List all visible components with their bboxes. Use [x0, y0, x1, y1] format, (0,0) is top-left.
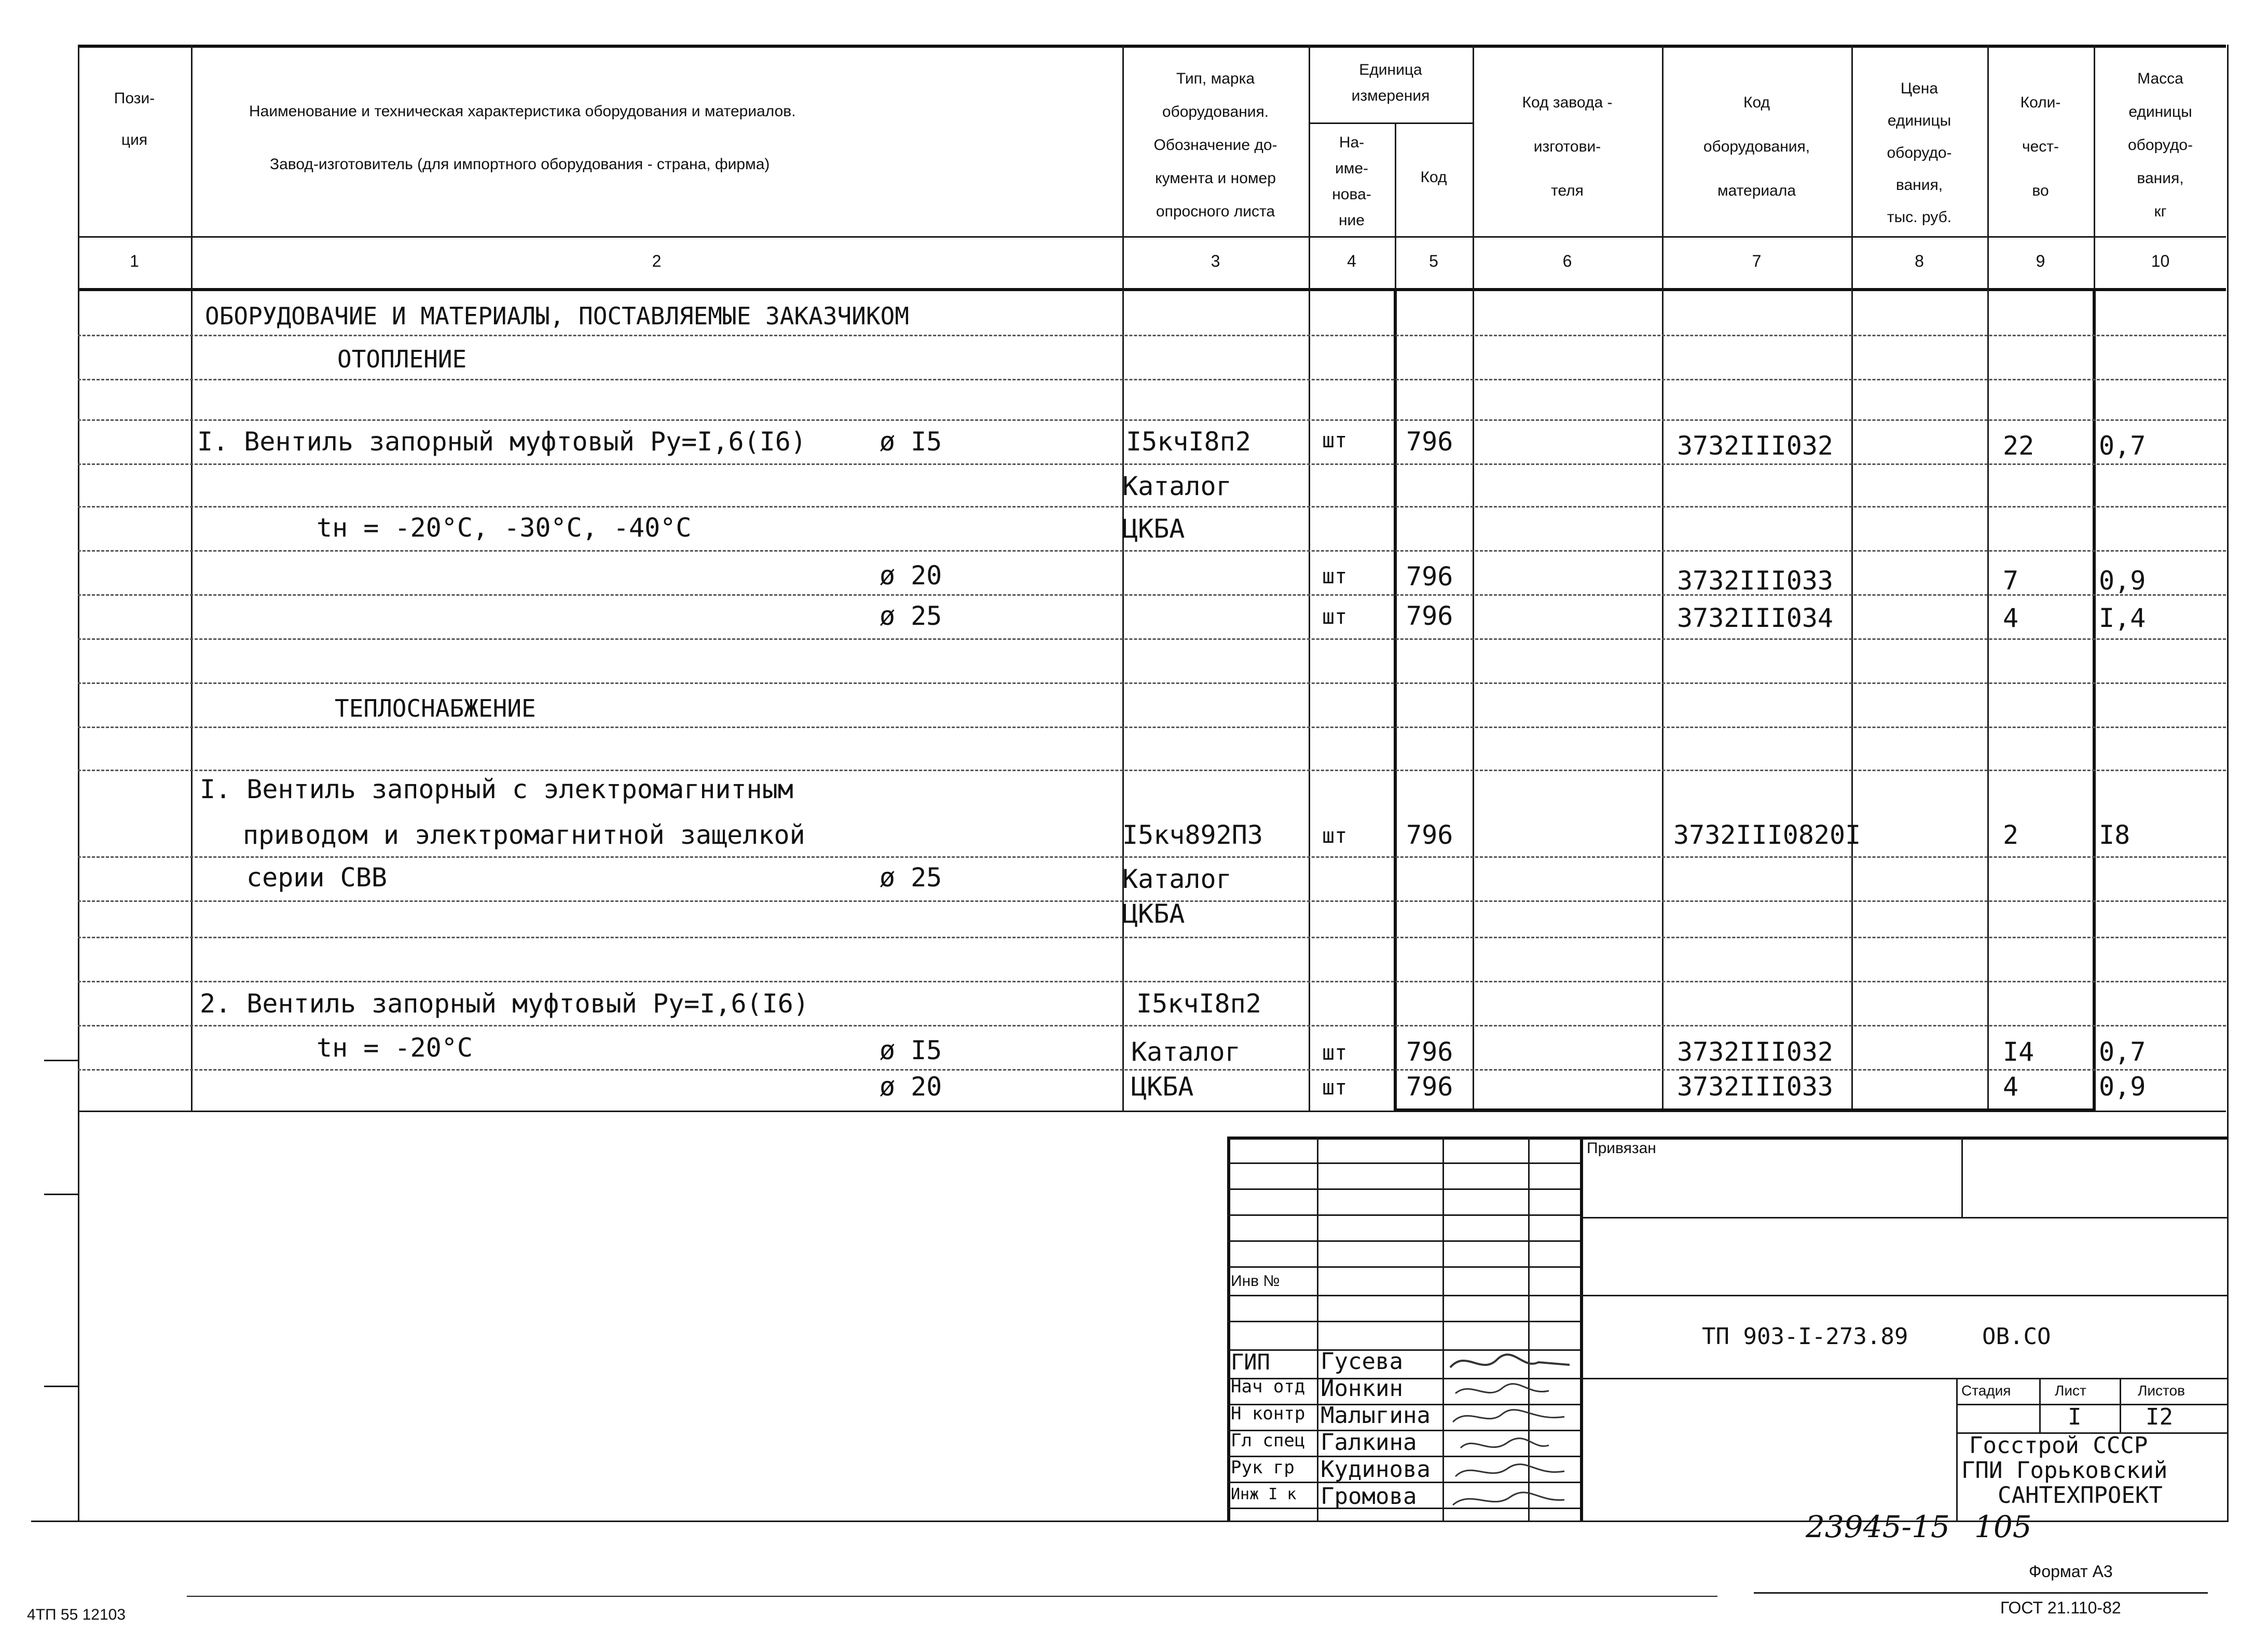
tb-row [1227, 1162, 1580, 1164]
row-sep [78, 506, 2226, 508]
tb-role: ГИП [1231, 1349, 1270, 1375]
col-number-2: 2 [652, 252, 662, 270]
header-factory-code: Код завода - изготови- теля [1522, 94, 1613, 199]
heating-item1-material-code: 3732III032 [1677, 431, 1834, 461]
tb-inv-label: Инв № [1231, 1272, 1280, 1290]
col-line-10 [2227, 45, 2229, 1111]
footer-line [1754, 1592, 2208, 1594]
section-title-heating: ОТОПЛЕНИЕ [337, 345, 467, 373]
tb-stage-label: Стадия [1961, 1382, 2011, 1399]
row-sep [78, 1069, 2226, 1071]
supply-item2-temperature: tн = -20°C [317, 1033, 473, 1063]
col-number-7: 7 [1752, 252, 1762, 270]
supply-item1-material-code: 3732III0820I [1673, 820, 1861, 850]
tb-row [1227, 1188, 1580, 1190]
tb-row [1227, 1214, 1580, 1216]
supply-item1-mass: I8 [2099, 820, 2130, 850]
supply-item2a-type: Каталог [1131, 1037, 1241, 1067]
header-name-line1: Наименование и техническая характеристика оборудования и материалов. [249, 103, 796, 120]
supply-item2a-unit: шт [1322, 1041, 1348, 1065]
signature-mark [1461, 1439, 1549, 1448]
handwritten-document-number: 23945-15 [1806, 1509, 1950, 1544]
supply-item1-unit-code: 796 [1406, 820, 1453, 850]
heating-ckba: ЦКБА [1122, 514, 1185, 544]
tb-doc-mark: ОВ.СО [1982, 1323, 2051, 1350]
heating-item1-quantity: 22 [2003, 431, 2035, 461]
col-number-8: 8 [1915, 252, 1924, 270]
supply-item1-line3: серии СВВ [246, 862, 387, 893]
heating-item2-mass: 0,9 [2099, 566, 2146, 596]
code-area-left-border [1394, 288, 1397, 1111]
lower-frame-left [78, 1111, 79, 1521]
supply-item2b-mass: 0,9 [2099, 1072, 2146, 1102]
code-area-right-border [2093, 288, 2096, 1111]
heating-item1-unit: шт [1322, 429, 1348, 453]
supply-item2b-material-code: 3732III033 [1677, 1072, 1834, 1102]
supply-item2b-type: ЦКБА [1131, 1072, 1194, 1102]
tb-sheet-number: I [2068, 1404, 2082, 1430]
col-line-1 [191, 45, 193, 1111]
signature-mark [1455, 1464, 1564, 1476]
margin-tick [44, 1194, 78, 1195]
heating-item2-diameter: ø 20 [879, 560, 942, 591]
col-line-0 [78, 45, 79, 1111]
tb-sheets-count: I2 [2146, 1404, 2173, 1430]
tb-doc-code: ТП 903-I-273.89 [1702, 1323, 1908, 1350]
tb-stage-col [2039, 1378, 2041, 1432]
tb-org-line2: ГПИ Горьковский [1961, 1457, 2168, 1484]
row-sep [78, 981, 2226, 982]
margin-tick [44, 1386, 78, 1387]
tb-row [1227, 1321, 1580, 1322]
tb-line [1580, 1217, 2229, 1218]
tb-row [1227, 1295, 1580, 1296]
col-number-4: 4 [1347, 252, 1356, 270]
tb-org-line1: Госстрой СССР [1969, 1432, 2148, 1459]
supply-item2b-diameter: ø 20 [879, 1072, 942, 1102]
row-sep [78, 419, 2226, 421]
signature-mark [1455, 1384, 1549, 1393]
supply-item2a-mass: 0,7 [2099, 1037, 2146, 1067]
code-area-bottom-border [1395, 1108, 2094, 1112]
tb-person: Гусева [1321, 1348, 1403, 1375]
row-sep [78, 463, 2226, 465]
header-mass: Масса единицы оборудо- вания, кг [2127, 70, 2193, 220]
heating-item2-unit-code: 796 [1406, 562, 1453, 592]
tb-person: Кудинова [1321, 1456, 1431, 1483]
supply-item2a-quantity: I4 [2003, 1037, 2035, 1067]
tb-person: Галкина [1321, 1429, 1417, 1456]
tb-stage-col [2120, 1378, 2121, 1432]
lower-frame-right [2227, 1111, 2229, 1521]
tb-col-a [1317, 1137, 1318, 1521]
supply-item2-name: 2. Вентиль запорный муфтовый Ру=I,6(I6) [200, 989, 809, 1019]
tb-line [1580, 1295, 2229, 1296]
supply-item1-unit: шт [1322, 824, 1348, 848]
tb-person: Громова [1321, 1483, 1417, 1510]
supply-item1-quantity: 2 [2003, 820, 2019, 850]
handwritten-page-number: 105 [1974, 1509, 2032, 1544]
left-footer-code: 4ТП 55 12103 [27, 1606, 126, 1623]
header-unit-group: Единица измерения [1351, 61, 1430, 104]
row-sep [78, 727, 2226, 728]
row-sep [78, 770, 2226, 771]
signature-mark [1453, 1410, 1564, 1422]
unit-group-divider [1309, 122, 1473, 124]
tb-role: Рук гр [1231, 1457, 1295, 1478]
header-position: Пози- ция [114, 90, 155, 148]
supply-item2-type: I5кчI8п2 [1136, 989, 1261, 1019]
heating-item1-mass: 0,7 [2099, 431, 2146, 461]
supply-item1-catalog: Каталог [1122, 864, 1232, 894]
col-number-1: 1 [130, 252, 139, 270]
col-number-6: 6 [1562, 252, 1572, 270]
row-sep [78, 379, 2226, 380]
signature-mark [1453, 1493, 1564, 1505]
heating-item3-unit: шт [1322, 605, 1348, 629]
tb-stage-line [1956, 1404, 2229, 1405]
heating-item2-quantity: 7 [2003, 566, 2019, 596]
row-sep [78, 594, 2226, 596]
supply-item2b-unit-code: 796 [1406, 1072, 1453, 1102]
table-top-border [78, 45, 2226, 48]
col-number-10: 10 [2151, 252, 2170, 270]
row-sep [78, 335, 2226, 336]
heating-item3-quantity: 4 [2003, 603, 2019, 633]
row-sep [78, 856, 2226, 858]
signatures-column [1445, 1344, 1580, 1521]
row-sep [78, 937, 2226, 938]
tb-role: Инж I к [1231, 1485, 1297, 1503]
row-sep [78, 1025, 2226, 1026]
heating-item3-mass: I,4 [2099, 603, 2146, 633]
supply-item2a-diameter: ø I5 [879, 1035, 942, 1065]
section-title-heat-supply: ТЕПЛОСНАБЖЕНИЕ [335, 694, 536, 722]
heating-item3-unit-code: 796 [1406, 601, 1453, 631]
heating-item1-name: I. Вентиль запорный муфтовый Ру=I,6(I6) [197, 427, 806, 457]
heating-catalog: Каталог [1122, 471, 1232, 501]
heating-item1-type: I5кчI8п2 [1126, 427, 1251, 457]
gost-label: ГОСТ 21.110-82 [2000, 1598, 2121, 1617]
col-number-9: 9 [2036, 252, 2045, 270]
title-block-top [1227, 1137, 2229, 1140]
row-sep [78, 638, 2226, 640]
supply-item2b-quantity: 4 [2003, 1072, 2019, 1102]
margin-tick [44, 1060, 78, 1061]
header-name-line2: Завод-изготовитель (для импортного оборудования - страна, фирма) [270, 156, 770, 173]
supply-item1-line1: I. Вентиль запорный с электромагнитным [200, 774, 793, 804]
tb-privyazan-divider [1961, 1137, 1963, 1217]
supply-item2a-unit-code: 796 [1406, 1037, 1453, 1067]
header-unit-code: Код [1420, 169, 1447, 186]
heating-item3-diameter: ø 25 [879, 601, 942, 631]
footer-bottom-line [187, 1596, 1717, 1597]
col-number-3: 3 [1211, 252, 1220, 270]
section-title-main: ОБОРУДОВАЧИЕ И МАТЕРИАЛЫ, ПОСТАВЛЯЕМЫЕ ЗАКАЗЧИКОМ [205, 302, 910, 330]
heating-item2-material-code: 3732III033 [1677, 566, 1834, 596]
tb-org-line3: САНТЕХПРОЕКТ [1998, 1482, 2163, 1509]
col-number-5: 5 [1429, 252, 1438, 270]
supply-item2b-unit: шт [1322, 1076, 1348, 1100]
heating-temperature: tн = -20°C, -30°C, -40°C [317, 513, 692, 543]
tb-row [1227, 1266, 1580, 1268]
tb-privyazan-label: Привязан [1587, 1140, 1656, 1157]
row-sep [78, 682, 2226, 684]
tb-col-d [1580, 1137, 1583, 1521]
tb-sheet-label: Лист [2055, 1382, 2086, 1399]
tb-col-b [1442, 1137, 1444, 1521]
signature-mark [1450, 1354, 1570, 1367]
tb-role: Гл спец [1231, 1430, 1305, 1451]
heating-item3-material-code: 3732III034 [1677, 603, 1834, 633]
tb-person: Малыгина [1321, 1402, 1431, 1429]
tb-role: Нач отд [1231, 1376, 1305, 1397]
header-quantity: Коли- чест- во [2020, 94, 2061, 199]
supply-item2a-material-code: 3732III032 [1677, 1037, 1834, 1067]
row-sep [78, 550, 2226, 552]
supply-item1-diameter: ø 25 [879, 862, 942, 893]
header-unit-name: На- име- нова- ние [1332, 134, 1371, 229]
tb-line [1580, 1378, 2229, 1379]
tb-row [1227, 1240, 1580, 1242]
heating-item1-unit-code: 796 [1406, 427, 1453, 457]
title-block-left [1227, 1137, 1230, 1521]
supply-item1-line2: приводом и электромагнитной защелкой [243, 820, 805, 850]
tb-sheets-label: Листов [2138, 1382, 2185, 1399]
supply-item1-type: I5кч892П3 [1122, 820, 1263, 850]
header-bottom-line [78, 236, 2226, 238]
tb-person: Ионкин [1321, 1375, 1403, 1402]
header-type: Тип, марка оборудования. Обозначение до- кумента и номер опросного листа [1153, 70, 1277, 220]
supply-item1-ckba: ЦКБА [1122, 899, 1185, 929]
tb-org-divider [1956, 1378, 1958, 1521]
heating-item2-unit: шт [1322, 565, 1348, 588]
tb-role: Н контр [1231, 1403, 1305, 1424]
header-material-code: Код оборудования, материала [1703, 94, 1810, 199]
heating-item1-diameter: ø I5 [879, 427, 942, 457]
format-label: Формат А3 [2029, 1562, 2113, 1581]
header-price: Цена единицы оборудо- вания, тыс. руб. [1887, 80, 1952, 226]
number-row-bottom-line [78, 288, 2226, 291]
